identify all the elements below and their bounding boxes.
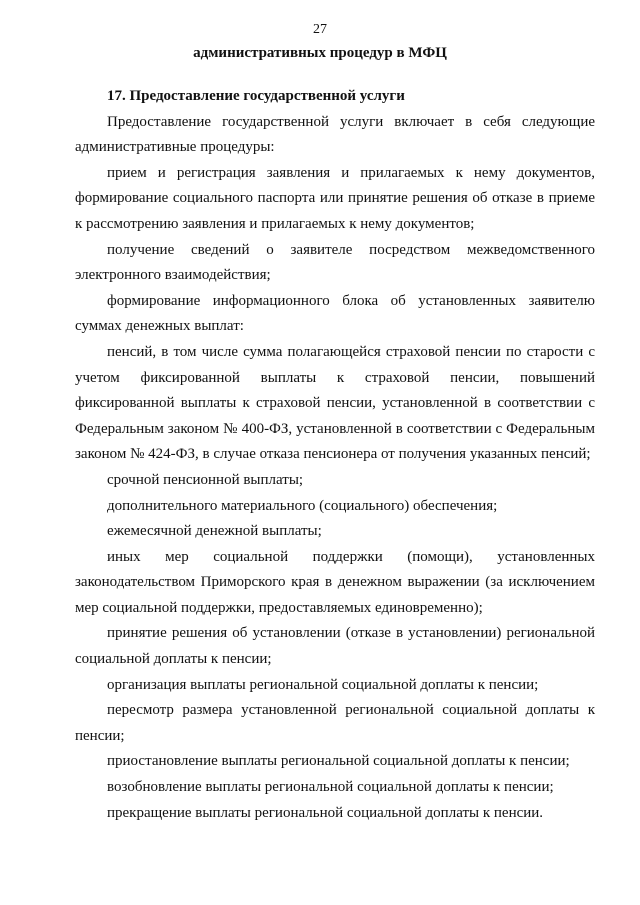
paragraph: Предоставление государственной услуги включает в себя следующие административные процедуры: bbox=[75, 113, 595, 156]
paragraph: прием и регистрация заявления и прилагаемых к нему документов, формирование социального паспорта или принятие решения об отказе в приеме к рассмотрению заявления и прилагаемых к нему документов; bbox=[75, 164, 595, 232]
paragraph: пенсий, в том числе сумма полагающейся страховой пенсии по старости с учетом фиксированной выплаты к страховой пенсии, повышений фиксированной выплаты к страховой пенсии, установленной в соответствии с Федеральным законом № 400-ФЗ, установленной в соответствии с Федеральным законом № 424-ФЗ, в случае отказа пенсионера от получения указанных пенсий; bbox=[75, 343, 595, 463]
section-body bbox=[75, 84, 595, 826]
page-number: 27 bbox=[313, 22, 327, 37]
paragraph: иных мер социальной поддержки (помощи), установленных законодательством Приморского края в денежном выражении (за исключением мер социальной поддержки, предоставляемых единовременно); bbox=[75, 548, 595, 616]
paragraph: получение сведений о заявителе посредством межведомственного электронного взаимодействия; bbox=[75, 241, 595, 284]
paragraph: ежемесячной денежной выплаты; bbox=[107, 523, 322, 540]
running-title: административных процедур в МФЦ bbox=[193, 45, 447, 61]
paragraph: формирование информационного блока об установленных заявителю суммах денежных выплат: bbox=[75, 292, 595, 335]
paragraph: дополнительного материального (социального) обеспечения; bbox=[107, 497, 498, 514]
paragraph: возобновление выплаты региональной социальной доплаты к пенсии; bbox=[107, 779, 554, 796]
paragraph: принятие решения об установлении (отказе в установлении) региональной социальной доплаты к пенсии; bbox=[75, 625, 595, 668]
paragraph: срочной пенсионной выплаты; bbox=[107, 471, 304, 488]
paragraph: прекращение выплаты региональной социальной доплаты к пенсии. bbox=[107, 804, 544, 821]
paragraph: приостановление выплаты региональной социальной доплаты к пенсии; bbox=[107, 753, 570, 770]
paragraph: организация выплаты региональной социальной доплаты к пенсии; bbox=[107, 676, 539, 693]
paragraph: пересмотр размера установленной региональной социальной доплаты к пенсии; bbox=[75, 702, 595, 744]
section-heading: 17. Предоставление государственной услуги bbox=[107, 88, 405, 104]
